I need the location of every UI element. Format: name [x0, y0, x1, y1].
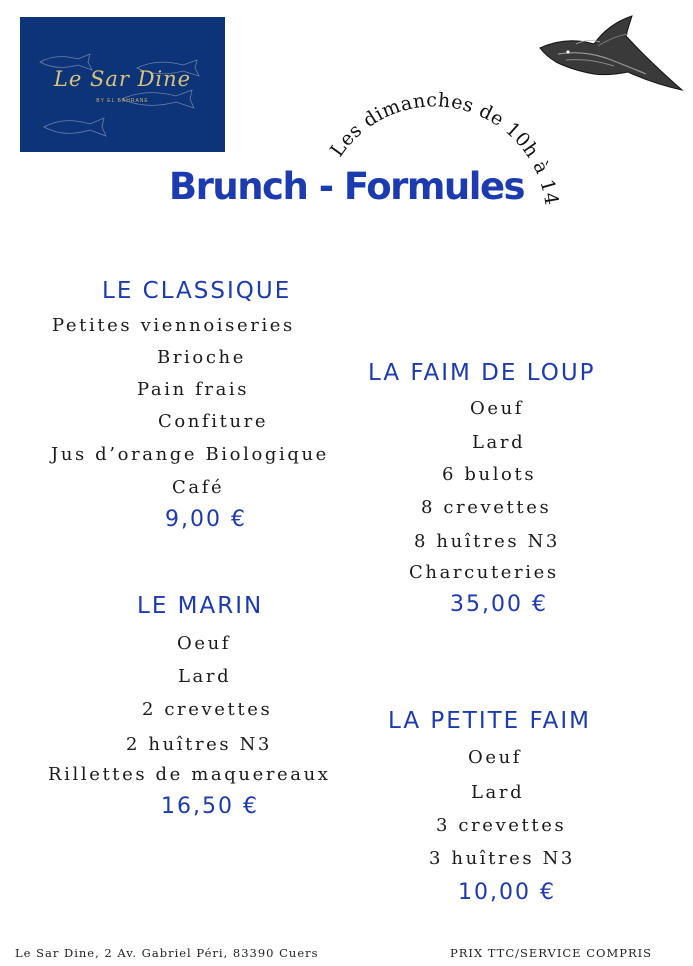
menu-item: Lard: [178, 666, 232, 687]
formule-price-marin: 16,50 €: [161, 794, 259, 819]
menu-item: 6 bulots: [442, 464, 537, 485]
footer-address: Le Sar Dine, 2 Av. Gabriel Péri, 83390 Cuers: [15, 946, 319, 960]
formule-title-faim-de-loup: LA FAIM DE LOUP: [368, 360, 596, 386]
formule-price-faim-de-loup: 35,00 €: [450, 592, 548, 617]
page-title: Brunch - Formules: [168, 165, 525, 208]
menu-item: Café: [172, 477, 225, 498]
menu-item: Oeuf: [468, 747, 523, 768]
menu-item: Lard: [472, 432, 526, 453]
menu-item: Pain frais: [137, 379, 250, 400]
menu-item: 2 huîtres N3: [126, 734, 272, 755]
formule-title-petite-faim: LA PETITE FAIM: [388, 708, 591, 734]
formule-price-classique: 9,00 €: [165, 507, 247, 532]
formule-title-classique: LE CLASSIQUE: [102, 278, 292, 304]
menu-item: Jus d’orange Biologique: [51, 444, 329, 465]
fish-sketch-icon: [42, 115, 112, 139]
logo-tagline: BY EL BAHRANE: [96, 98, 149, 104]
menu-item: Oeuf: [470, 398, 525, 419]
menu-item: Brioche: [157, 347, 246, 368]
menu-item: 8 crevettes: [421, 497, 552, 518]
menu-item: Rillettes de maquereaux: [48, 764, 331, 785]
menu-item: Charcuteries: [409, 562, 559, 583]
formule-price-petite-faim: 10,00 €: [458, 880, 556, 905]
logo: [20, 17, 225, 152]
menu-item: 2 crevettes: [142, 699, 273, 720]
menu-item: Petites viennoiseries: [52, 315, 295, 336]
menu-item: 3 huîtres N3: [429, 848, 575, 869]
menu-item: Oeuf: [177, 633, 232, 654]
menu-item: Confiture: [158, 411, 269, 432]
schedule-text: Les dimanches de 10h à 14h: [313, 45, 563, 208]
logo-name: Le Sar Dine: [53, 67, 192, 91]
footer-note: PRIX TTC/SERVICE COMPRIS: [450, 946, 653, 960]
formule-title-marin: LE MARIN: [137, 593, 264, 619]
menu-item: Lard: [471, 782, 525, 803]
menu-item: 3 crevettes: [436, 815, 567, 836]
menu-item: 8 huîtres N3: [414, 531, 560, 552]
